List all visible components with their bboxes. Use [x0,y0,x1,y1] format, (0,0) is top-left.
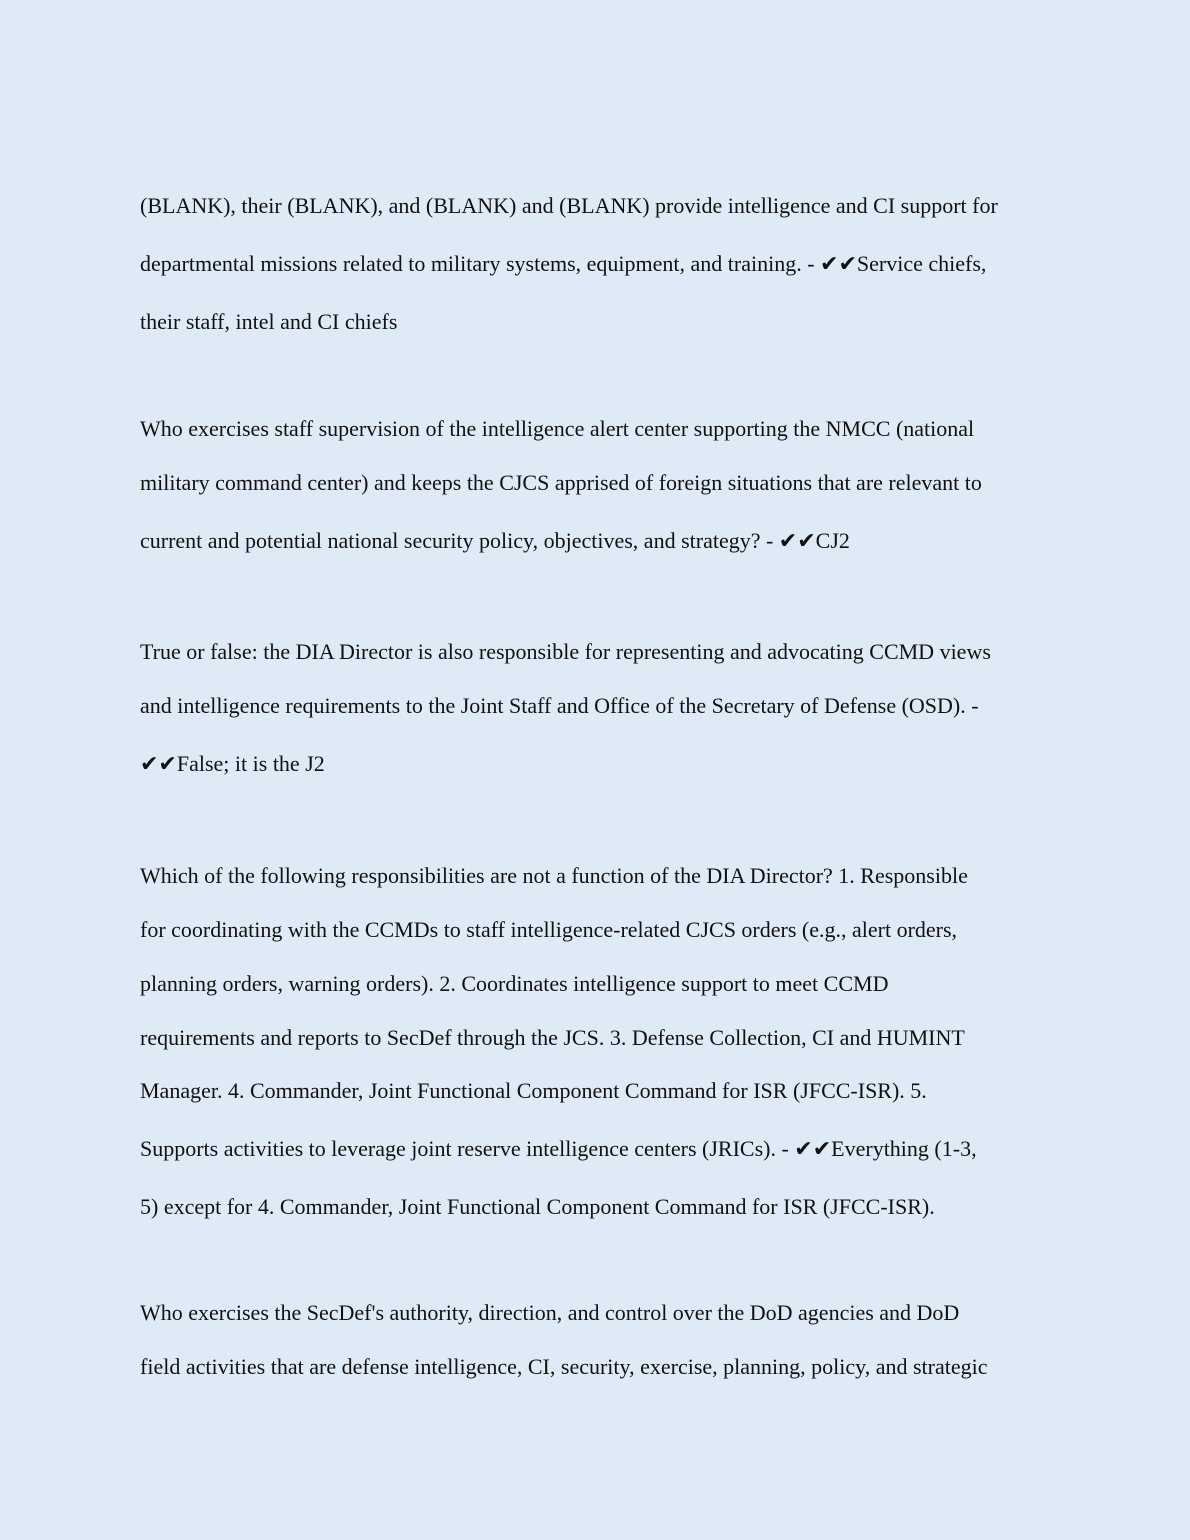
text-line: Who exercises staff supervision of the intelligence alert center supporting the NMCC (national [140,416,975,441]
text-line: ✔✔False; it is the J2 [140,751,325,776]
text-line: departmental missions related to military systems, equipment, and training. - ✔✔Service chiefs, [140,251,987,276]
text-line: Which of the following responsibilities are not a function of the DIA Director? 1. Responsible [140,863,968,888]
text-line: their staff, intel and CI chiefs [140,309,398,334]
text-line: True or false: the DIA Director is also responsible for representing and advocating CCMD views [140,639,991,664]
text-line: planning orders, warning orders). 2. Coordinates intelligence support to meet CCMD [140,971,889,996]
text-line: and intelligence requirements to the Joint Staff and Office of the Secretary of Defense (OSD). - [140,693,979,718]
text-line: field activities that are defense intelligence, CI, security, exercise, planning, policy, and strategic [140,1354,988,1379]
text-line: requirements and reports to SecDef through the JCS. 3. Defense Collection, CI and HUMINT [140,1025,965,1050]
text-line: Manager. 4. Commander, Joint Functional Component Command for ISR (JFCC-ISR). 5. [140,1078,927,1103]
text-line: military command center) and keeps the CJCS apprised of foreign situations that are relevant to [140,470,982,495]
text-line: 5) except for 4. Commander, Joint Functional Component Command for ISR (JFCC-ISR). [140,1194,935,1219]
text-line: Supports activities to leverage joint reserve intelligence centers (JRICs). - ✔✔Everything (1-3, [140,1136,977,1161]
text-line: Who exercises the SecDef's authority, direction, and control over the DoD agencies and DoD [140,1300,960,1325]
text-line: (BLANK), their (BLANK), and (BLANK) and (BLANK) provide intelligence and CI support for [140,193,998,218]
text-line: current and potential national security policy, objectives, and strategy? - ✔✔CJ2 [140,528,850,553]
text-line: for coordinating with the CCMDs to staff intelligence-related CJCS orders (e.g., alert orders, [140,917,958,942]
